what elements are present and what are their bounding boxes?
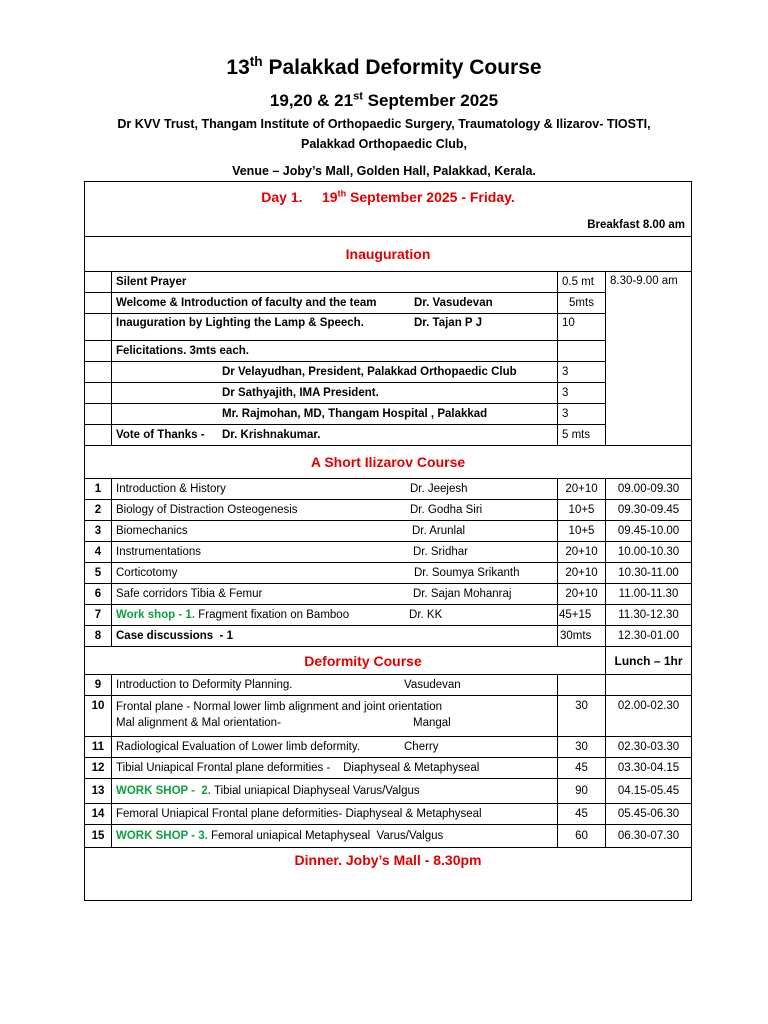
row-no [85,425,112,446]
session-no: 15 [85,825,112,848]
topic-text: Introduction & History [116,483,226,495]
duration: 0.5 mt [558,272,606,293]
session-no: 12 [85,758,112,779]
duration: 45 [558,804,606,825]
duration: 3 [558,362,606,383]
session-no: 10 [85,696,112,737]
session-no: 14 [85,804,112,825]
time-slot: 10.00-10.30 [606,542,692,563]
time-slot: 03.30-04.15 [606,758,692,779]
workshop-label: Work shop - 1. [116,609,196,621]
dinner-row [85,848,692,901]
duration: 60 [558,825,606,848]
session-row [85,804,692,825]
session-topic [112,675,558,696]
duration: 10+5 [558,521,606,542]
topic-text: Instrumentations [116,546,202,558]
topic-text: Introduction to Deformity Planning. [116,679,293,691]
duration: 30 [558,737,606,758]
row-no [85,341,112,362]
felicitation-row [85,383,692,404]
inauguration-time: 8.30-9.00 am [606,272,692,446]
day-date: September 2025 - Friday. [346,189,515,205]
topic-line-2 [116,715,553,731]
day-label: Day 1. 19 [261,189,338,205]
duration: 45+15 [558,605,606,626]
topic-text: Safe corridors Tibia & Femur [116,588,263,600]
day-header-row [85,182,692,237]
session-topic [112,521,558,542]
title-sup: th [249,54,263,69]
felicitation-name-text: Dr Sathyajith, IMA President. [222,387,379,399]
session-no: 4 [85,542,112,563]
agenda-item [112,341,558,362]
faculty: Dr. Jeejesh [410,483,468,495]
dinner-text: Dinner. Joby’s Mall - 8.30pm [294,852,482,868]
inauguration-header-row [85,237,692,272]
deformity-title: Deformity Course [85,647,606,675]
duration: 3 [558,404,606,425]
session-no: 9 [85,675,112,696]
day-sup: th [337,188,347,199]
row-no [85,362,112,383]
faculty: Dr. Godha Siri [410,504,483,516]
agenda-item [112,272,558,293]
topic-text: Corticotomy [116,567,178,579]
session-no: 7 [85,605,112,626]
faculty: Mangal [413,717,451,729]
topic-text: Frontal plane - Normal lower limb alignment and joint orientation [116,701,442,713]
schedule-table [84,181,692,901]
inauguration-row [85,272,692,293]
felicitation-name-text: Mr. Rajmohan, MD, Thangam Hospital , Palakkad [222,408,488,420]
organiser-line-1: Dr KVV Trust, Thangam Institute of Orthopaedic Surgery, Traumatology & Ilizarov- TIOSTI, [117,117,651,131]
row-no [85,293,112,314]
topic-text: Tibial Uniapical Frontal plane deformities - Diaphyseal & Metaphyseal [116,762,480,774]
session-row [85,696,692,737]
faculty: Dr. Soumya Srikanth [414,567,520,579]
topic-text: Tibial uniapical Diaphyseal Varus/Valgus [211,785,420,797]
topic-text: Case discussions - 1 [116,630,233,642]
felicitation-row [85,404,692,425]
vote-of-thanks-row [85,425,692,446]
agenda-item-text: Silent Prayer [116,276,187,288]
session-topic [112,500,558,521]
breakfast-time: Breakfast 8.00 am [587,219,686,231]
duration: 5mts [558,293,606,314]
speaker: Dr. Vasudevan [414,297,493,309]
workshop-row [85,779,692,804]
duration [558,341,606,362]
time-slot: 09.45-10.00 [606,521,692,542]
workshop-row [85,825,692,848]
dinner-cell [85,848,692,901]
inauguration-row [85,314,692,341]
duration: 30mts [558,626,606,647]
session-row [85,563,692,584]
session-no: 1 [85,479,112,500]
duration: 45 [558,758,606,779]
agenda-item-text: Welcome & Introduction of faculty and the team [116,297,377,309]
time-slot: 10.30-11.00 [606,563,692,584]
session-no: 5 [85,563,112,584]
session-topic [112,542,558,563]
felicitation-name [112,362,558,383]
duration: 10+5 [558,500,606,521]
date-sup: st [353,90,363,103]
lunch-break: Lunch – 1hr [606,647,692,675]
case-row [85,626,692,647]
topic-text: Femoral uniapical Metaphyseal Varus/Valgus [207,830,444,842]
row-no [85,272,112,293]
time-slot: 12.30-01.00 [606,626,692,647]
organiser-line-2: Palakkad Orthopaedic Club, [300,137,467,151]
session-row [85,584,692,605]
time-slot: 11.00-11.30 [606,584,692,605]
agenda-item [112,425,558,446]
duration: 20+10 [558,479,606,500]
session-topic [112,563,558,584]
session-row [85,521,692,542]
speaker: Dr. Krishnakumar. [222,429,321,441]
title-text: Palakkad Deformity Course [262,56,542,79]
time-slot: 09.30-09.45 [606,500,692,521]
session-topic [112,479,558,500]
time-slot: 02.30-03.30 [606,737,692,758]
time-slot: 04.15-05.45 [606,779,692,804]
session-topic [112,758,558,779]
felicitation-name [112,383,558,404]
topic-text: Biology of Distraction Osteogenesis [116,504,298,516]
time-slot: 11.30-12.30 [606,605,692,626]
session-topic [112,825,558,848]
session-no: 13 [85,779,112,804]
agenda-item-text: Felicitations. 3mts each. [116,345,249,357]
time-slot: 02.00-02.30 [606,696,692,737]
course-title [0,56,768,80]
row-no [85,404,112,425]
session-no: 2 [85,500,112,521]
topic-text: Femoral Uniapical Frontal plane deformities- Diaphyseal & Metaphyseal [116,808,482,820]
duration: 20+10 [558,584,606,605]
inauguration-row [85,341,692,362]
session-row [85,737,692,758]
course-dates [0,91,768,111]
topic-text: Biomechanics [116,525,188,537]
workshop-row [85,605,692,626]
session-topic [112,696,558,737]
time-slot: 09.00-09.30 [606,479,692,500]
inauguration-row [85,293,692,314]
date-text: 19,20 & 21 [269,91,354,110]
duration: 30 [558,696,606,737]
agenda-item [112,314,558,341]
duration: 90 [558,779,606,804]
day-title [85,189,691,205]
duration: 20+10 [558,542,606,563]
topic-text: Radiological Evaluation of Lower limb deformity. [116,741,360,753]
session-row [85,542,692,563]
ilizarov-title: A Short Ilizarov Course [85,446,692,479]
duration: 20+10 [558,563,606,584]
topic-text-2: Mal alignment & Mal orientation- [116,717,281,729]
duration: 3 [558,383,606,404]
duration: 10 [558,314,606,341]
felicitation-name-text: Dr Velayudhan, President, Palakkad Orthopaedic Club [222,366,517,378]
faculty: Dr. Sridhar [413,546,468,558]
session-topic [112,584,558,605]
date-month: September 2025 [362,91,499,110]
session-row [85,500,692,521]
duration [558,675,606,696]
agenda-item-text: Vote of Thanks - [116,429,205,441]
session-no: 6 [85,584,112,605]
session-no: 11 [85,737,112,758]
time-slot: 06.30-07.30 [606,825,692,848]
faculty: Dr. KK [409,609,443,621]
session-topic [112,779,558,804]
session-topic [112,804,558,825]
session-topic [112,737,558,758]
ilizarov-header-row [85,446,692,479]
faculty: Cherry [404,741,439,753]
session-topic [112,626,558,647]
row-no [85,383,112,404]
time-slot [606,675,692,696]
workshop-label: WORK SHOP - 2. [116,785,211,797]
session-topic [112,605,558,626]
venue: Venue – Joby’s Mall, Golden Hall, Palakkad, Kerala. [232,164,536,178]
duration: 5 mts [558,425,606,446]
felicitation-row [85,362,692,383]
session-no: 8 [85,626,112,647]
inauguration-title: Inauguration [85,237,692,272]
session-no: 3 [85,521,112,542]
workshop-label: WORK SHOP - 3. [116,830,208,842]
felicitation-name [112,404,558,425]
agenda-item-text: Inauguration by Lighting the Lamp & Speech. [116,317,364,329]
topic-text: Fragment fixation on Bamboo [195,609,350,621]
session-row [85,758,692,779]
session-row [85,675,692,696]
agenda-item [112,293,558,314]
speaker: Dr. Tajan P J [414,317,482,329]
row-no [85,314,112,341]
deformity-header-row [85,647,692,675]
faculty: Dr. Arunlal [412,525,466,537]
time-slot: 05.45-06.30 [606,804,692,825]
session-row [85,479,692,500]
title-number: 13 [226,56,250,79]
faculty: Dr. Sajan Mohanraj [413,588,512,600]
faculty: Vasudevan [404,679,461,691]
